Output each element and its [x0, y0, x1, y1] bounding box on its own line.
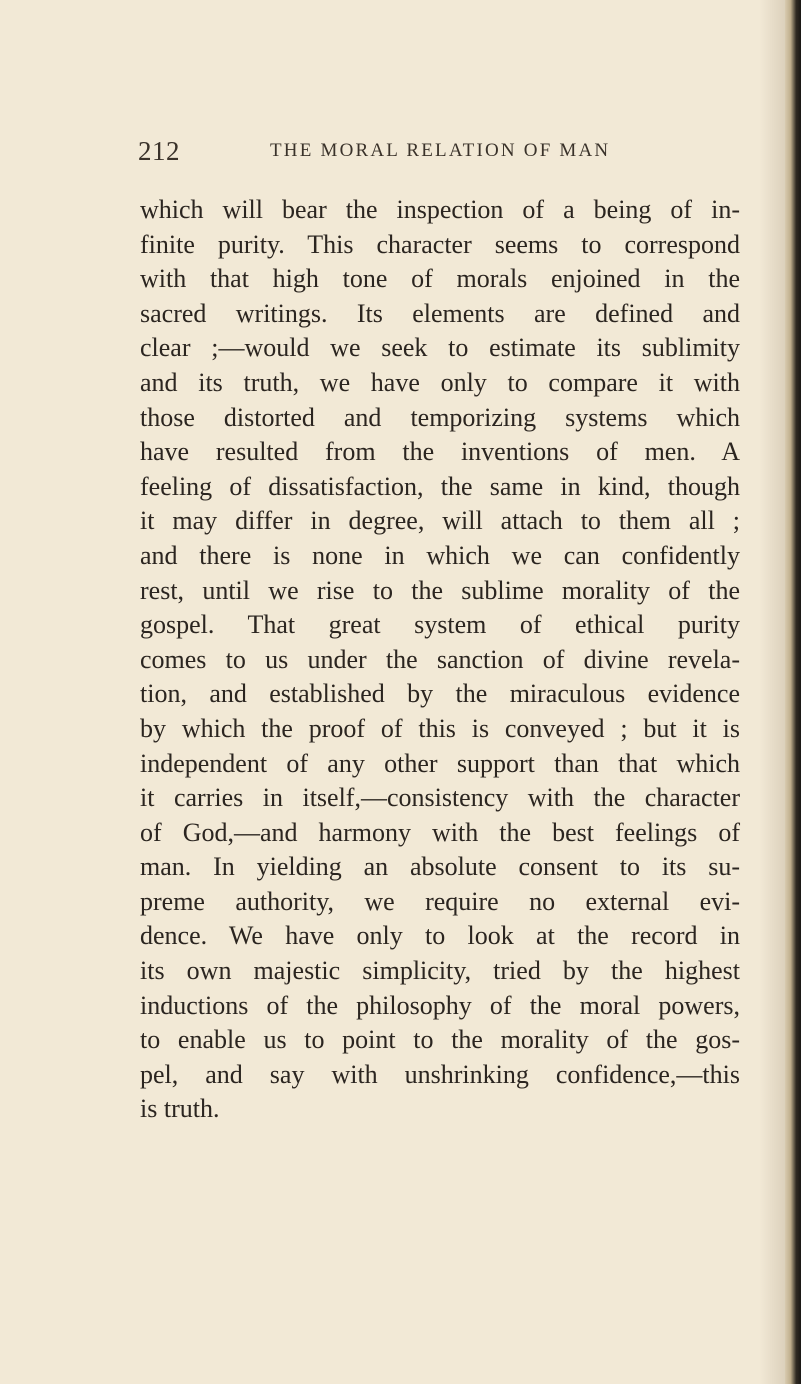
text-line: man. In yielding an absolute consent to its su- — [140, 852, 740, 882]
text-line: rest, until we rise to the sublime morality of the — [140, 575, 740, 605]
text-line: and there is none in which we can confidently — [140, 540, 740, 570]
text-line: its own majestic simplicity, tried by the highest — [140, 956, 740, 986]
page-edge — [785, 0, 801, 1384]
text-line: have resulted from the inventions of men. A — [140, 437, 740, 467]
text-line: feeling of dissatisfaction, the same in kind, though — [140, 471, 740, 501]
text-line: preme authority, we require no external evi- — [140, 886, 740, 916]
text-line: to enable us to point to the morality of the gos- — [140, 1025, 740, 1055]
text-line: gospel. That great system of ethical purity — [140, 610, 740, 640]
body-text — [140, 193, 740, 1127]
text-line: by which the proof of this is conveyed ; but it is — [140, 713, 740, 743]
text-line: tion, and established by the miraculous evidence — [140, 679, 740, 709]
text-line: dence. We have only to look at the record in — [140, 921, 740, 951]
text-line: clear ;—would we seek to estimate its sublimity — [140, 333, 740, 363]
text-line: those distorted and temporizing systems which — [140, 402, 740, 432]
page-gutter-shadow — [759, 0, 785, 1384]
text-line: it may differ in degree, will attach to them all ; — [140, 506, 740, 536]
text-line: and its truth, we have only to compare it with — [140, 367, 740, 397]
text-line: inductions of the philosophy of the moral powers, — [140, 990, 740, 1020]
text-line: with that high tone of morals enjoined in the — [140, 264, 740, 294]
text-line: comes to us under the sanction of divine revela- — [140, 644, 740, 674]
page-number: 212 — [138, 136, 180, 166]
text-line: sacred writings. Its elements are defined and — [140, 298, 740, 328]
running-title: THE MORAL RELATION OF MAN — [270, 140, 611, 161]
text-line: it carries in itself,—consistency with the character — [140, 783, 740, 813]
text-line: of God,—and harmony with the best feelings of — [140, 817, 740, 847]
text-line: finite purity. This character seems to correspond — [140, 229, 740, 259]
text-line-last: is truth. — [140, 1094, 220, 1124]
text-line: independent of any other support than that which — [140, 748, 740, 778]
running-head — [138, 136, 738, 176]
text-line: pel, and say with unshrinking confidence,—this — [140, 1059, 740, 1089]
text-line: which will bear the inspection of a being of in- — [140, 195, 740, 224]
